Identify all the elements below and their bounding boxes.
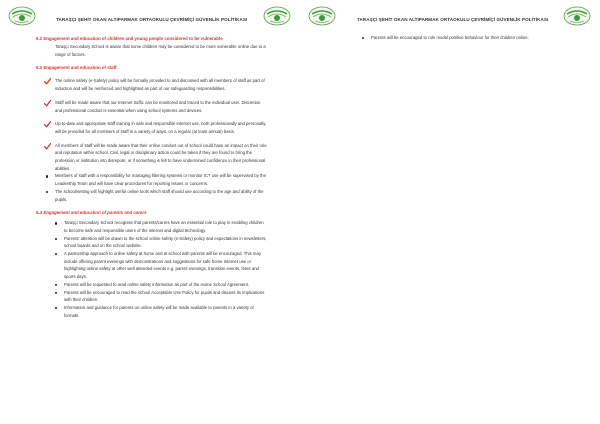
red-check-icon [44, 100, 51, 107]
bullet-icon [55, 253, 57, 255]
bullet-icon [55, 238, 57, 240]
parents-list [36, 219, 268, 319]
red-check-icon [44, 121, 51, 128]
document-body-right [352, 34, 588, 42]
parents-list-continued [352, 34, 588, 42]
list-item: Parents' attention will be drawn to the school online safety (e-Safety) policy and expectations in newsletters, school boards and on the school website. [36, 235, 268, 250]
list-item: All members of staff will be made aware that their online conduct out of school could have an impact on their role and reputation within school. Civil, legal or disciplinary action could be taken if they are found to bring the profession or institution into disrepute, or if something is felt to have undermined confidence in their professional abilities. [36, 142, 268, 173]
list-item: Up-to-date and appropriate staff training in safe and responsible Internet use, both professionally and personally, will be provided for all members of staff in a variety of ways, on a regular (at least annual) basis. [36, 120, 268, 135]
school-emblem-icon [307, 5, 337, 27]
school-emblem-icon [7, 5, 37, 27]
list-item: Parents will be requested to read online safety information as part of the Home School Agreement. [36, 281, 268, 289]
section-heading-6-2: 6.2 Engagement and education of children and young people considered to be vulnerable [36, 36, 223, 41]
bullet-icon [46, 175, 48, 177]
bullet-icon [362, 37, 364, 39]
list-item: The school/setting will highlight useful online tools which staff should use according to the age and ability of the pupils. [36, 188, 268, 203]
school-emblem-icon [562, 5, 592, 27]
list-item: Staff will be made aware that our Internet traffic can be monitored and traced to the individual user. Discretion and professional conduct is essential when using school systems and devices. [36, 99, 268, 114]
list-item: Parents will be encouraged to role model positive behaviour for their children online. [352, 34, 588, 42]
bullet-icon [55, 222, 57, 224]
bullet-icon [55, 307, 57, 309]
page-header-title: TARAŞÇI ŞEHİT OKAN ALTIPARMAK ORTAOKULU ÇEVRİMİÇİ GÜVENLİK POLİTİKASI [56, 17, 248, 22]
bullet-icon [55, 292, 57, 294]
staff-check-list [36, 77, 268, 203]
list-item: The online safety (e-Safety) policy will be formally provided to and discussed with all members of staff as part of induction and will be reinforced and highlighted as part of our safeguarding responsibilities. [36, 77, 268, 92]
section-heading-6-3: 6.3 Engagement and education of staff [36, 65, 117, 71]
list-item: Taraşçı Secondary School recognise that parents/carers have an essential role to play in enabling children to become safe and responsible users of the internet and digital technology. [36, 219, 268, 234]
list-item: Information and guidance for parents on online safety will be made available to parents in a variety of formats. [36, 304, 268, 319]
bullet-icon [55, 284, 57, 286]
list-item: Members of staff with a responsibility for managing filtering systems or monitor ICT use will be supervised by the Leadership Team and will have clear procedures for reporting issues or concerns. [36, 172, 268, 187]
list-item: Parents will be encouraged to read the school Acceptable Use Policy for pupils and discuss its implications with their children. [36, 289, 268, 304]
bullet-icon [46, 191, 48, 193]
school-emblem-icon [262, 5, 292, 27]
document-body-left [36, 35, 268, 319]
page-header-title: TARAŞÇI ŞEHİT OKAN ALTIPARMAK ORTAOKULU ÇEVRİMİÇİ GÜVENLİK POLİTİKASI [357, 17, 549, 22]
section-heading-6-4: 6.4 Engagement and education of parents and carers [36, 210, 147, 216]
red-check-icon [44, 78, 51, 85]
red-check-icon [44, 143, 51, 150]
list-item: A partnership approach to online safety at home and at school with parents will be encouraged. This may include offering parent evenings with demonstrations and suggestions for safe home Internet use or highlighting online safety at other well attended events e.g. parent evenings, transition events, fetes and sports days. [36, 250, 268, 281]
section-6-2-text: Taraşçı Secondary School is aware that some children may be considered to be more vulnerable online due to a range of factors. [55, 44, 266, 57]
document-page-right [300, 0, 600, 424]
